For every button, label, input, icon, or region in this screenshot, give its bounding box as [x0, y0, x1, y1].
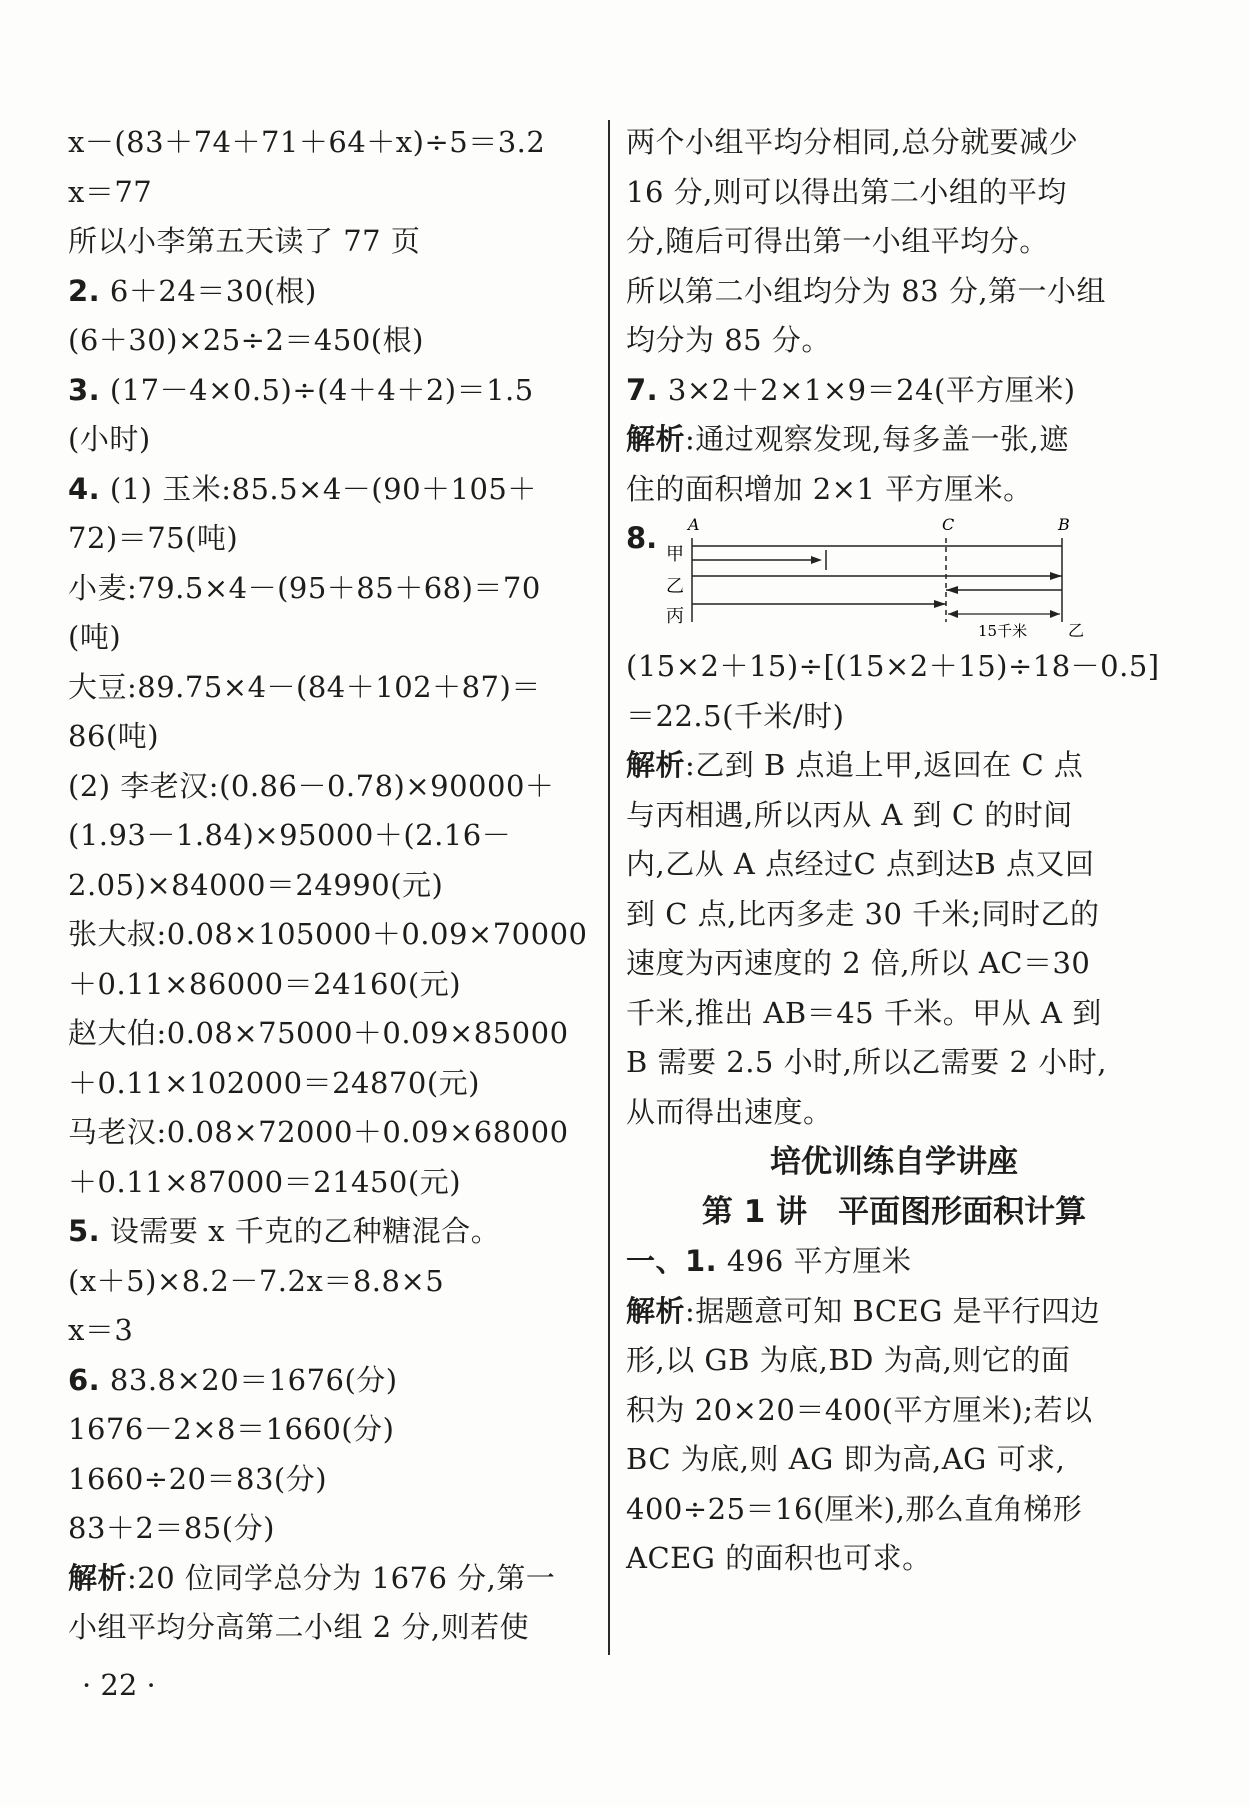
- line-text: :乙到 B 点追上甲,返回在 C 点: [685, 748, 1084, 782]
- line-text: 83.8×20＝1676(分): [100, 1362, 398, 1397]
- column-divider: [608, 120, 610, 1655]
- text-line: [68, 366, 598, 416]
- text-line: [68, 712, 598, 762]
- line-text: 所以小李第五天读了 77 页: [68, 224, 421, 258]
- point-b-label: B: [1058, 515, 1070, 534]
- text-line: [626, 465, 1162, 515]
- left-column: [68, 118, 598, 1653]
- line-text: (6＋30)×25÷2＝450(根): [68, 323, 424, 357]
- item-label: 2.: [68, 273, 101, 308]
- line-text: 小麦:79.5×4－(95＋85＋68)＝70: [68, 570, 541, 605]
- text-line: [626, 1386, 1162, 1436]
- text-line: [68, 1455, 598, 1505]
- bing-arrow: [934, 600, 946, 608]
- text-line: [68, 1158, 598, 1208]
- line-text: 16 分,则可以得出第二小组的平均: [626, 174, 1067, 209]
- line-text: BC 为底,则 AG 即为高,AG 可求,: [626, 1442, 1066, 1476]
- line-text: 马老汉:0.08×72000＋0.09×68000: [68, 1115, 569, 1149]
- line-text: (15×2＋15)÷[(15×2＋15)÷18－0.5]: [626, 649, 1160, 683]
- text-line: [626, 366, 1162, 416]
- line-text: 2.05)×84000＝24990(元): [68, 867, 444, 902]
- text-line: [68, 861, 598, 911]
- item-label: 6.: [68, 1362, 101, 1397]
- text-line: [68, 910, 598, 960]
- line-text: 所以第二小组均分为 83 分,第一小组: [626, 273, 1107, 308]
- line-text: (17－4×0.5)÷(4＋4＋2)＝1.5: [100, 372, 534, 407]
- line-text: 大豆:89.75×4－(84＋102＋87)＝: [68, 669, 541, 704]
- item-label: 解析: [626, 422, 686, 456]
- line-text: (x＋5)×8.2－7.2x＝8.8×5: [68, 1263, 445, 1298]
- item-label: 解析: [626, 1293, 686, 1328]
- line-text: 形,以 GB 为底,BD 为高,则它的面: [626, 1343, 1071, 1377]
- text-line: [68, 217, 598, 267]
- problem-number: 8.: [626, 521, 658, 555]
- line-text: 积为 20×20＝400(平方厘米);若以: [626, 1392, 1093, 1427]
- text-line: [626, 316, 1162, 366]
- line-text: 6＋24＝30(根): [100, 273, 317, 308]
- line-text: ACEG 的面积也可求。: [626, 1541, 932, 1575]
- text-line: [68, 663, 598, 713]
- right-column: [626, 118, 1162, 1584]
- line-text: 内,乙从 A 点经过C 点到达B 点又回: [626, 847, 1095, 881]
- text-line: [626, 939, 1162, 989]
- line-segment-diagram: [666, 514, 1106, 642]
- text-line: [626, 415, 1162, 465]
- page-number: · 22 ·: [82, 1668, 156, 1702]
- line-text: 到 C 点,比丙多走 30 千米;同时乙的: [626, 896, 1100, 931]
- text-line: [626, 1336, 1162, 1386]
- line-text: (1) 玉米:85.5×4－(90＋105＋: [100, 471, 537, 506]
- line-text: 496 平方厘米: [717, 1244, 912, 1278]
- line-text: x＝3: [68, 1313, 134, 1347]
- text-line: [68, 514, 598, 564]
- item-label: 解析: [626, 748, 686, 782]
- text-line: [626, 642, 1162, 692]
- text-line: [68, 1108, 598, 1158]
- text-line: [68, 564, 598, 614]
- text-line: [626, 1485, 1162, 1535]
- point-c-label: C: [942, 515, 955, 534]
- text-line: [626, 168, 1162, 218]
- line-text: 1676－2×8＝1660(分): [68, 1412, 395, 1446]
- line-text: 分,随后可得出第一小组平均分。: [626, 224, 1049, 258]
- line-text: ＋0.11×86000＝24160(元): [68, 966, 462, 1001]
- text-line: [626, 1287, 1162, 1337]
- section-title: 培优训练自学讲座: [770, 1144, 1018, 1180]
- line-text: B 需要 2.5 小时,所以乙需要 2 小时,: [626, 1045, 1107, 1079]
- text-line: [68, 118, 598, 168]
- text-line: [68, 267, 598, 317]
- text-line: [626, 741, 1162, 791]
- line-text: 设需要 x 千克的乙种糖混合。: [100, 1214, 501, 1248]
- text-line: [626, 1534, 1162, 1584]
- text-line: [68, 316, 598, 366]
- text-line: [68, 415, 598, 465]
- line-text: 住的面积增加 2×1 平方厘米。: [626, 471, 1033, 506]
- text-line: [626, 118, 1162, 168]
- line-text: 千米,推出 AB＝45 千米。甲从 A 到: [626, 995, 1102, 1030]
- line-text: 均分为 85 分。: [626, 323, 831, 357]
- text-line: [68, 1207, 598, 1257]
- line-text: 两个小组平均分相同,总分就要减少: [626, 125, 1079, 159]
- row-yi-label: 乙: [666, 576, 684, 597]
- text-line: [68, 1405, 598, 1455]
- line-text: (小时): [68, 422, 151, 456]
- line-text: x－(83＋74＋71＋64＋x)÷5＝3.2: [68, 125, 546, 159]
- yi-arrow-back: [946, 586, 958, 594]
- line-text: (2) 李老汉:(0.86－0.78)×90000＋: [68, 768, 555, 803]
- text-line: [626, 1237, 1162, 1287]
- item-label: 3.: [68, 372, 101, 407]
- yi-arrow-out: [1050, 572, 1062, 580]
- line-text: :据题意可知 BCEG 是平行四边: [685, 1293, 1101, 1328]
- text-line: [626, 267, 1162, 317]
- text-line: [68, 1257, 598, 1307]
- line-text: (吨): [68, 620, 122, 654]
- line-text: ＋0.11×87000＝21450(元): [68, 1164, 462, 1199]
- line-text: 1660÷20＝83(分): [68, 1461, 328, 1496]
- line-text: ＋0.11×102000＝24870(元): [68, 1065, 480, 1100]
- line-text: 86(吨): [68, 719, 160, 753]
- item-label: 解析: [68, 1560, 128, 1595]
- line-text: 张大叔:0.08×105000＋0.09×70000: [68, 917, 588, 951]
- text-line: [68, 762, 598, 812]
- text-line: [68, 1603, 598, 1653]
- text-line: [68, 1554, 598, 1604]
- text-line: [68, 1356, 598, 1406]
- line-text: 小组平均分高第二小组 2 分,则若使: [68, 1610, 530, 1644]
- line-text: 赵大伯:0.08×75000＋0.09×85000: [68, 1016, 569, 1050]
- text-line: [626, 989, 1162, 1039]
- line-text: 400÷25＝16(厘米),那么直角梯形: [626, 1491, 1083, 1526]
- problem-8-diagram: [626, 514, 1162, 642]
- text-line: [68, 1009, 598, 1059]
- text-line: [68, 168, 598, 218]
- text-line: [68, 613, 598, 663]
- item-label: 一、1.: [626, 1244, 718, 1278]
- line-text: ＝22.5(千米/时): [626, 698, 845, 733]
- end-label: 乙: [1068, 621, 1085, 640]
- text-line: [68, 811, 598, 861]
- line-text: :通过观察发现,每多盖一张,遮: [685, 422, 1069, 456]
- line-text: 3×2＋2×1×9＝24(平方厘米): [658, 372, 1076, 407]
- lecture-title: 第 1 讲 平面图形面积计算: [701, 1194, 1087, 1230]
- line-text: 速度为丙速度的 2 倍,所以 AC＝30: [626, 946, 1091, 980]
- text-line: [626, 791, 1162, 841]
- line-text: 与丙相遇,所以丙从 A 到 C 的时间: [626, 797, 1073, 832]
- text-line: [626, 217, 1162, 267]
- item-label: 5.: [68, 1214, 101, 1248]
- text-line: [626, 1435, 1162, 1485]
- text-line: [626, 692, 1162, 742]
- text-line: [68, 465, 598, 515]
- text-line: [68, 1306, 598, 1356]
- line-text: x＝77: [68, 174, 153, 209]
- row-jia-label: 甲: [666, 544, 684, 565]
- bracket-arrow-left: [948, 610, 958, 618]
- item-label: 4.: [68, 471, 101, 506]
- line-text: 72)＝75(吨): [68, 521, 239, 555]
- line-text: (1.93－1.84)×95000＋(2.16－: [68, 818, 512, 852]
- text-line: [626, 890, 1162, 940]
- point-a-label: A: [688, 515, 700, 534]
- text-line: [68, 1059, 598, 1109]
- text-line: [68, 960, 598, 1010]
- text-line: [68, 1504, 598, 1554]
- jia-arrow: [811, 556, 822, 564]
- item-label: 7.: [626, 372, 659, 407]
- distance-label: 15千米: [978, 622, 1028, 640]
- line-text: 83＋2＝85(分): [68, 1511, 275, 1545]
- line-text: 从而得出速度。: [626, 1094, 833, 1129]
- bracket-arrow-right: [1050, 610, 1060, 618]
- line-text: :20 位同学总分为 1676 分,第一: [127, 1560, 556, 1595]
- text-line: [626, 840, 1162, 890]
- text-line: [626, 1038, 1162, 1088]
- row-bing-label: 丙: [666, 606, 684, 627]
- text-line: [626, 1088, 1162, 1138]
